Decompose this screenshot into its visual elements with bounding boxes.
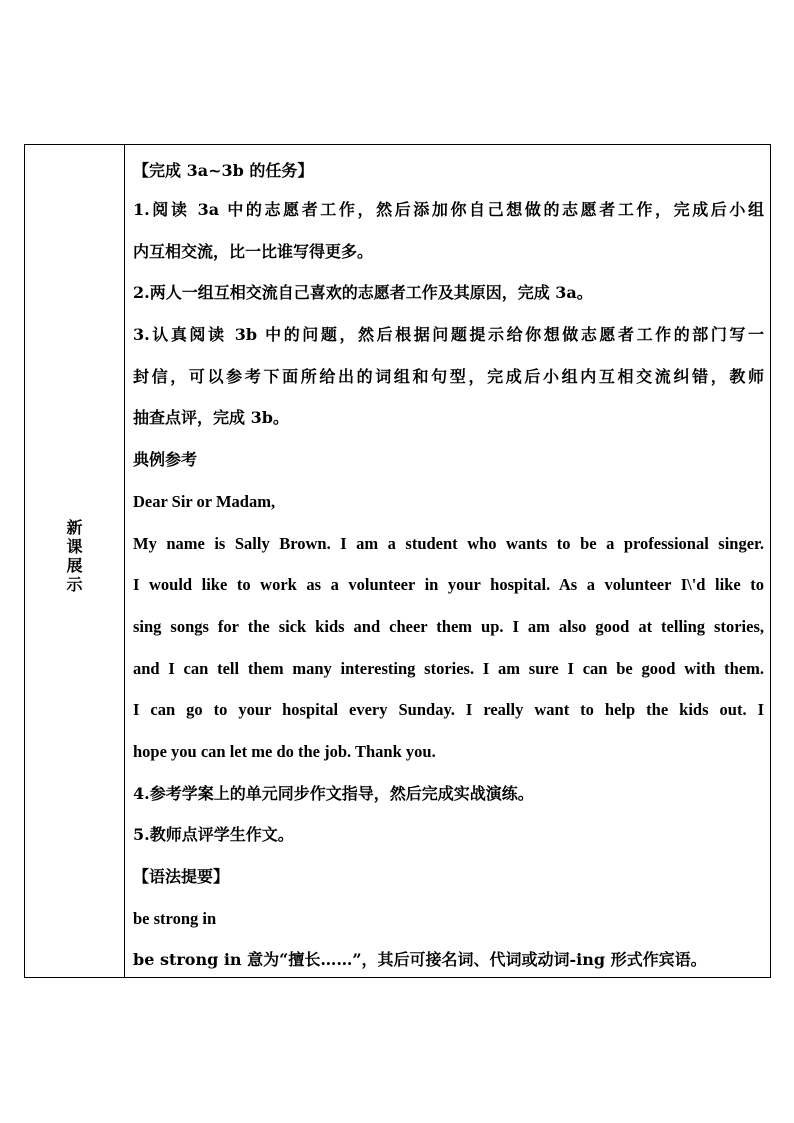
letter-line-2: I would like to work as a volunteer in your hospital. As a volunteer I\'d like to [133,575,764,595]
task-1-line-1: 1.阅读 3a 中的志愿者工作，然后添加你自己想做的志愿者工作，完成后小组 [133,200,764,219]
letter-line-1: My name is Sally Brown. I am a student who wants to be a professional singer. [133,533,764,553]
section-label-cell [25,145,125,977]
grammar-phrase: be strong in [133,908,217,928]
content-cell [125,145,770,977]
task-1-line-2: 内互相交流，比一比谁写得更多。 [133,241,374,261]
task-3-line-3: 抽查点评，完成 3b。 [133,408,289,428]
section-label: 新课展示 [66,518,83,594]
letter-line-6: hope you can let me do the job. Thank you. [133,741,436,761]
task-3-line-2: 封信，可以参考下面所给出的词组和句型，完成后小组内互相交流纠错，教师 [133,366,764,386]
task-4: 4.参考学案上的单元同步作文指导，然后完成实战演练。 [133,783,534,803]
task-3-line-1: 3.认真阅读 3b 中的问题，然后根据问题提示给你想做志愿者工作的部门写一 [133,325,764,345]
lesson-table [24,144,771,978]
letter-salutation: Dear Sir or Madam, [133,491,276,511]
task-2: 2.两人一组互相交流自己喜欢的志愿者工作及其原因，完成 3a。 [133,283,593,303]
grammar-explanation: be strong in 意为“擅长……”，其后可接名词、代词或动词-ing 形式作宾语。 [133,950,707,970]
letter-line-3: sing songs for the sick kids and cheer them up. I am also good at telling stories, [133,616,764,636]
grammar-heading: 【语法提要】 [133,867,230,886]
task-heading: 【完成 3a~3b 的任务】 [133,161,314,180]
example-heading: 典例参考 [133,450,198,470]
task-5: 5.教师点评学生作文。 [133,825,294,845]
letter-line-4: and I can tell them many interesting stories. I am sure I can be good with them. [133,658,764,678]
letter-line-5: I can go to your hospital every Sunday. I really want to help the kids out. I [133,700,764,720]
